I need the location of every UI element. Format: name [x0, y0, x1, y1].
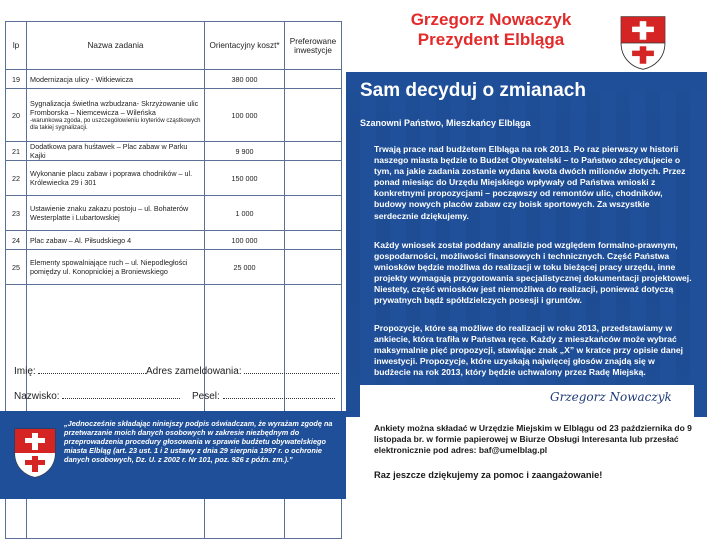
vote-checkbox[interactable] [285, 250, 342, 285]
vote-checkbox[interactable] [285, 89, 342, 142]
pesel-field[interactable] [223, 390, 335, 399]
row-cost: 100 000 [205, 231, 285, 250]
vote-checkbox[interactable] [285, 161, 342, 196]
thanks-text: Raz jeszcze dziękujemy za pomoc i zaangażowanie! [374, 470, 603, 480]
row-lp: 21 [6, 142, 27, 161]
vote-checkbox[interactable] [285, 231, 342, 250]
paragraph: Każdy wniosek został poddany analizie pod względem formalno-prawnym, gospodarności, możliwości finansowych i technicznych. Część Państwa wniosków będzie możliwa do realizacji w toku bieżącej pracy urzędu, inne projekty wymagają przygotowania specjalistycznej dokumentacji projektowej. Niestety, część wniosków jest niemożliwa do realizacji, ponieważ dotyczą prywatnych bądź spółdzielczych posesji i gruntów. [374, 240, 692, 306]
consent-section [0, 411, 346, 499]
table-row [6, 142, 342, 161]
submission-info: Ankiety można składać w Urzędzie Miejskim w Elblągu od 23 października do 9 listopada br. w formie papierowej w Biurze Obsługi Interesanta lub przesłać elektronicznie pod adres: baf@umelblag.pl [374, 423, 692, 455]
row-name: Dodatkowa para huśtawek – Plac zabaw w Parku Kajki [27, 142, 205, 161]
pesel-label: Pesel: [192, 391, 220, 402]
signature: Grzegorz Nowaczyk [550, 390, 672, 404]
row-name: Modernizacja ulicy - Witkiewicza [27, 70, 205, 89]
vote-checkbox[interactable] [285, 196, 342, 231]
row-cost: 9 900 [205, 142, 285, 161]
row-note: -warunkowa zgoda, po uszczegółowieniu kryteriów cząstkowych dla takiej sygnalizacji. [30, 117, 201, 131]
row-cost: 380 000 [205, 70, 285, 89]
row-name: Ustawienie znaku zakazu postoju – ul. Bohaterów Westerplatte i Lubartowskiej [27, 196, 205, 231]
address-field[interactable] [244, 365, 339, 374]
vote-checkbox[interactable] [285, 142, 342, 161]
paragraph: Propozycje, które są możliwe do realizacji w roku 2013, przedstawiamy w ankiecie, która trafiła w Państwa ręce. Każdy z mieszkańców może wybrać maksymalnie pięć propozycji, stawiając znak „X” w kratce przy opisie danej inwestycji. Propozycje, które uzyskają najwięcej głosów znajdą się w budżecie na rok 2013, który będzie uchwalony przez Radę Miejską. [374, 323, 684, 378]
paragraph: Trwają prace nad budżetem Elbląga na rok 2013. Po raz pierwszy w historii naszego miasta będzie to Budżet Obywatelski – to Państwo zdecydujecie o tym, na jakie zadania zostanie wydana kwota dwóch milionów złotych. Przez ponad miesiąc do Urzędu Miejskiego wpływały od Państwa wnioski z konkretnymi propozycjami – począwszy od remontów ulic, chodników, budowy nowych placów zabaw czy boisk sportowych. Za wszystkie serdecznie dziękujemy. [374, 144, 686, 221]
row-lp: 20 [6, 89, 27, 142]
first-name-label: Imię: [14, 366, 36, 377]
row-name-cell [27, 89, 205, 142]
header-cost: Orientacyjny koszt* [205, 22, 285, 70]
row-cost: 100 000 [205, 89, 285, 142]
table-row [6, 70, 342, 89]
last-name-field[interactable] [62, 390, 180, 399]
mayor-heading [346, 10, 636, 50]
header-preferred: Preferowane inwestycje [285, 22, 342, 70]
letter-footer [346, 417, 707, 499]
row-name: Elementy spowalniające ruch – ul. Niepodległości pomiędzy ul. Konopnickiej a Broniewskiego [27, 250, 205, 285]
signature-box [360, 385, 694, 417]
last-name-label: Nazwisko: [14, 391, 60, 402]
greeting: Szanowni Państwo, Mieszkańcy Elbląga [360, 118, 531, 128]
table-row [6, 161, 342, 196]
letter-panel [346, 0, 707, 499]
table-row [6, 89, 342, 142]
first-name-field[interactable] [38, 365, 146, 374]
row-lp: 22 [6, 161, 27, 196]
row-lp: 24 [6, 231, 27, 250]
vote-checkbox[interactable] [285, 70, 342, 89]
row-lp: 23 [6, 196, 27, 231]
ballot-panel [0, 0, 346, 499]
consent-text: „Jednocześnie składając niniejszy podpis oświadczam, że wyrażam zgodę na przetwarzanie moich danych osobowych w zakresie niezbędnym do przeprowadzenia procedury głosowania w sprawie budżetu obywatelskiego miasta Elbląg (art. 23 ust. 1 i 2 ustawy z dnia 29 sierpnia 1997 r. o ochronie danych osobowych, Dz. U. z 2002 r. Nr 101, poz. 926 z późn. zm.).” [64, 419, 333, 464]
letter-header [346, 0, 707, 72]
row-lp: 25 [6, 250, 27, 285]
row-name: Sygnalizacja świetlna wzbudzana- Skrzyżowanie ulic Fromborska – Niemcewicza – Wileńska [30, 98, 199, 117]
row-lp: 19 [6, 70, 27, 89]
row-name: Wykonanie placu zabaw i poprawa chodników – ul. Królewiecka 29 i 301 [27, 161, 205, 196]
row-cost: 150 000 [205, 161, 285, 196]
mayor-title: Prezydent Elbląga [417, 30, 565, 49]
header-lp: lp [6, 22, 27, 70]
mayor-name: Grzegorz Nowaczyk [410, 10, 572, 29]
header-name: Nazwa zadania [27, 22, 205, 70]
elblag-coat-of-arms-icon [619, 14, 667, 72]
table-row [6, 250, 342, 285]
address-label: Adres zameldowania: [146, 366, 242, 377]
table-row [6, 196, 342, 231]
table-row [6, 231, 342, 250]
headline: Sam decyduj o zmianach [360, 80, 586, 101]
row-cost: 1 000 [205, 196, 285, 231]
elblag-coat-of-arms-icon [13, 427, 57, 479]
row-cost: 25 000 [205, 250, 285, 285]
row-name: Plac zabaw – Al. Piłsudskiego 4 [27, 231, 205, 250]
